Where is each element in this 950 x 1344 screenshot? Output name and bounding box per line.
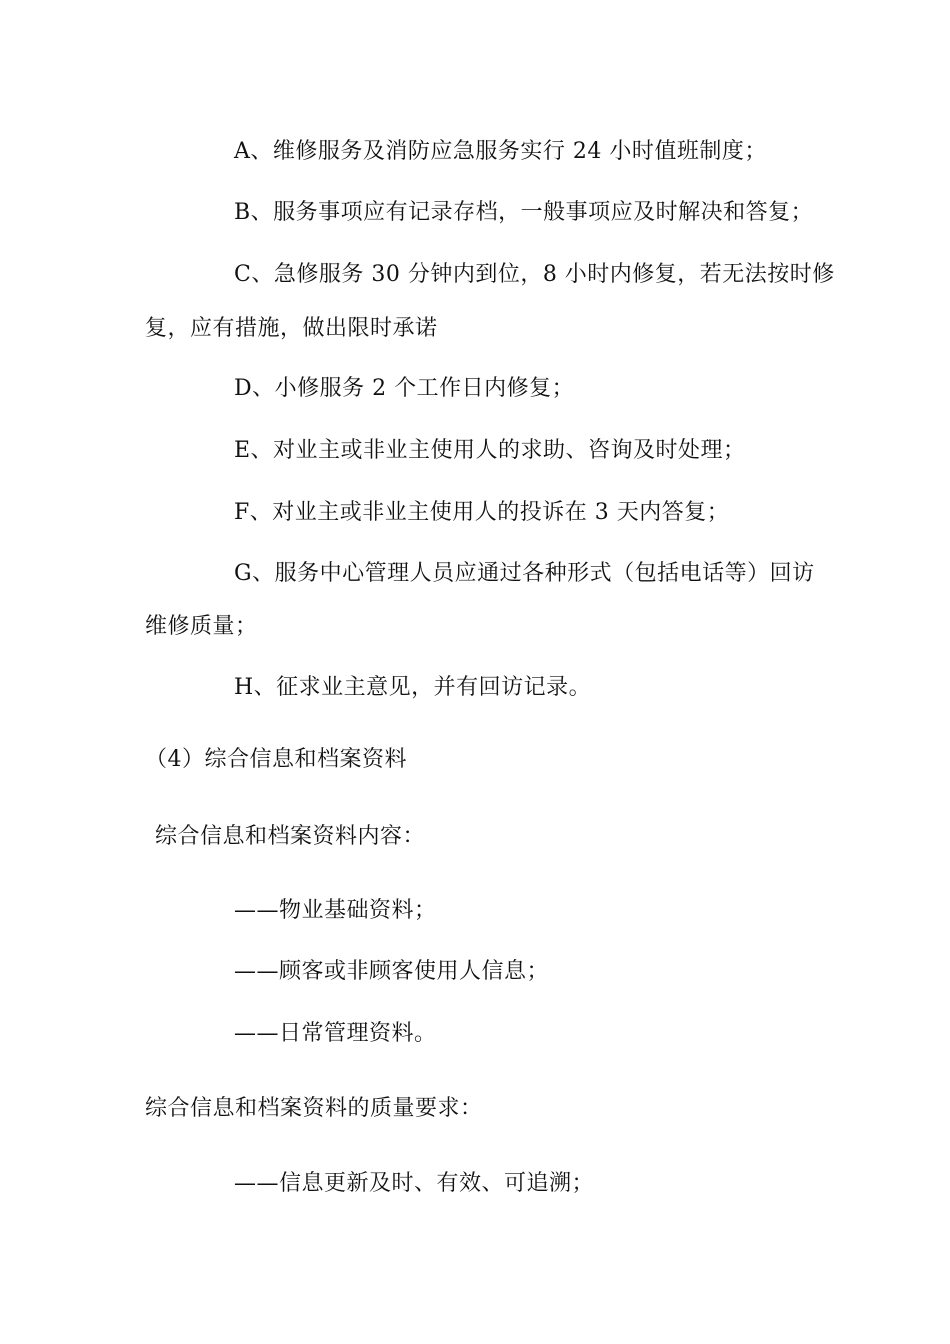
item-d: D、小修服务 2 个工作日内修复； [234, 376, 575, 401]
item-a: A、维修服务及消防应急服务实行 24 小时值班制度； [234, 139, 767, 164]
content-list-item: ——日常管理资料。 [234, 1021, 437, 1046]
quality-list-item: ——信息更新及时、有效、可追溯； [234, 1171, 595, 1196]
item-e: E、对业主或非业主使用人的求助、咨询及时处理； [234, 438, 746, 463]
content-list-item: ——物业基础资料； [234, 898, 437, 923]
item-b: B、服务事项应有记录存档，一般事项应及时解决和答复； [234, 200, 814, 225]
content-intro: 综合信息和档案资料内容： [155, 824, 426, 849]
section-heading: （4）综合信息和档案资料 [145, 747, 407, 772]
quality-intro: 综合信息和档案资料的质量要求： [145, 1096, 483, 1121]
item-g-line2: 维修质量； [145, 614, 258, 639]
content-list-item: ——顾客或非顾客使用人信息； [234, 959, 550, 984]
item-f: F、对业主或非业主使用人的投诉在 3 天内答复； [234, 500, 730, 525]
item-h: H、征求业主意见，并有回访记录。 [234, 675, 592, 700]
item-g-line1: G、服务中心管理人员应通过各种形式（包括电话等）回访 [234, 561, 815, 586]
item-c-line2: 复，应有措施，做出限时承诺 [145, 316, 438, 341]
item-c-line1: C、急修服务 30 分钟内到位，8 小时内修复，若无法按时修 [234, 262, 835, 287]
